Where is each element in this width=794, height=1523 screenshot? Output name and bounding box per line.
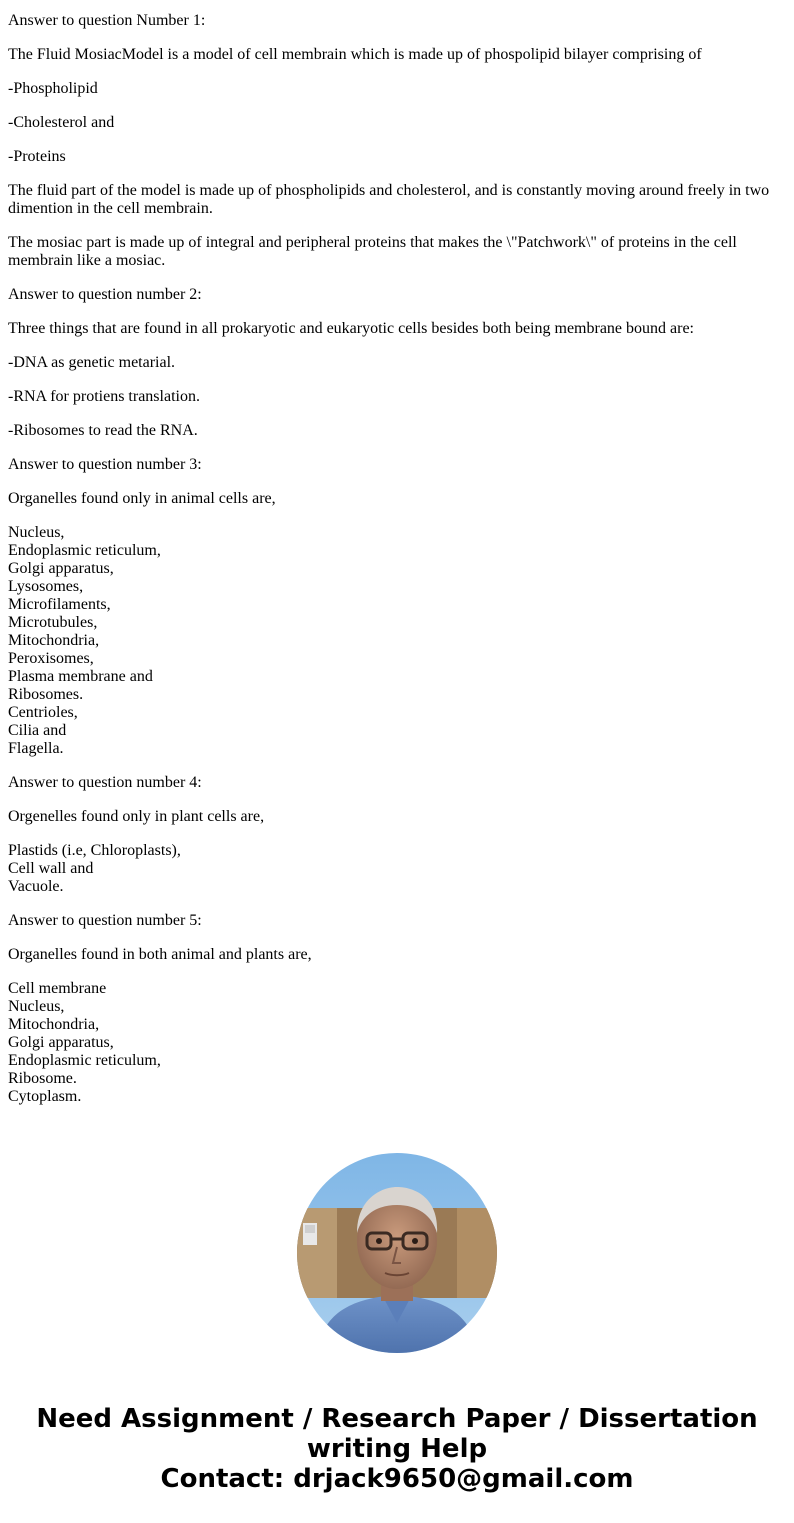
q4-intro: Orgenelles found only in plant cells are,: [8, 808, 265, 825]
q5-organelle-list: [8, 980, 786, 1106]
q2-item: -DNA as genetic metarial.: [8, 354, 176, 371]
footer-line-writing-help: writing Help: [306, 1434, 488, 1464]
q1-intro: The Fluid MosiacModel is a model of cell membrain which is made up of phospolipid bilayer comprising of: [8, 46, 702, 63]
q5-item: Cell membrane: [8, 980, 107, 997]
q1-mosaic-part: The mosiac part is made up of integral and peripheral proteins that makes the \"Patchwork\" of proteins in the cell membrain like a mosiac.: [8, 234, 737, 269]
q3-item: Nucleus,: [8, 524, 65, 541]
answer-document: [8, 12, 786, 1122]
q3-item: Centrioles,: [8, 704, 78, 721]
q3-intro: Organelles found only in animal cells are,: [8, 490, 276, 507]
q5-item: Endoplasmic reticulum,: [8, 1052, 161, 1069]
q3-item: Peroxisomes,: [8, 650, 94, 667]
q3-item: Cilia and: [8, 722, 67, 739]
q1-item: -Cholesterol and: [8, 114, 115, 131]
q5-item: Nucleus,: [8, 998, 65, 1015]
q4-item: Plastids (i.e, Chloroplasts),: [8, 842, 181, 859]
q3-item: Ribosomes.: [8, 686, 84, 703]
q5-item: Ribosome.: [8, 1070, 77, 1087]
q2-item: -RNA for protiens translation.: [8, 388, 200, 405]
q3-item: Golgi apparatus,: [8, 560, 114, 577]
q3-organelle-list: [8, 524, 786, 758]
q1-item: -Proteins: [8, 148, 66, 165]
q3-heading: Answer to question number 3:: [8, 456, 202, 473]
q3-item: Lysosomes,: [8, 578, 84, 595]
q3-item: Microfilaments,: [8, 596, 111, 613]
q1-fluid-part: The fluid part of the model is made up of phospholipids and cholesterol, and is constantly moving around freely in two dimention in the cell membrain.: [8, 182, 770, 217]
q5-item: Golgi apparatus,: [8, 1034, 114, 1051]
footer-line-contact: Contact: drjack9650@gmail.com: [160, 1464, 634, 1494]
q3-item: Flagella.: [8, 740, 64, 757]
contact-footer: [0, 1404, 794, 1494]
q5-item: Cytoplasm.: [8, 1088, 82, 1105]
q5-intro: Organelles found in both animal and plants are,: [8, 946, 312, 963]
footer-line-assignment: Need Assignment / Research Paper / Dissertation: [36, 1404, 758, 1434]
q4-item: Vacuole.: [8, 878, 64, 895]
q3-item: Plasma membrane and: [8, 668, 153, 685]
q1-heading: Answer to question Number 1:: [8, 12, 206, 29]
q5-item: Mitochondria,: [8, 1016, 100, 1033]
q3-item: Microtubules,: [8, 614, 98, 631]
q2-intro: Three things that are found in all prokaryotic and eukaryotic cells besides both being membrane bound are:: [8, 320, 694, 337]
q2-item: -Ribosomes to read the RNA.: [8, 422, 198, 439]
q4-organelle-list: [8, 842, 786, 896]
q3-item: Endoplasmic reticulum,: [8, 542, 161, 559]
q1-item: -Phospholipid: [8, 80, 98, 97]
q4-heading: Answer to question number 4:: [8, 774, 202, 791]
author-portrait-image: [297, 1153, 497, 1353]
q3-item: Mitochondria,: [8, 632, 100, 649]
author-avatar: [297, 1153, 497, 1353]
q4-item: Cell wall and: [8, 860, 94, 877]
q5-heading: Answer to question number 5:: [8, 912, 202, 929]
q2-heading: Answer to question number 2:: [8, 286, 202, 303]
